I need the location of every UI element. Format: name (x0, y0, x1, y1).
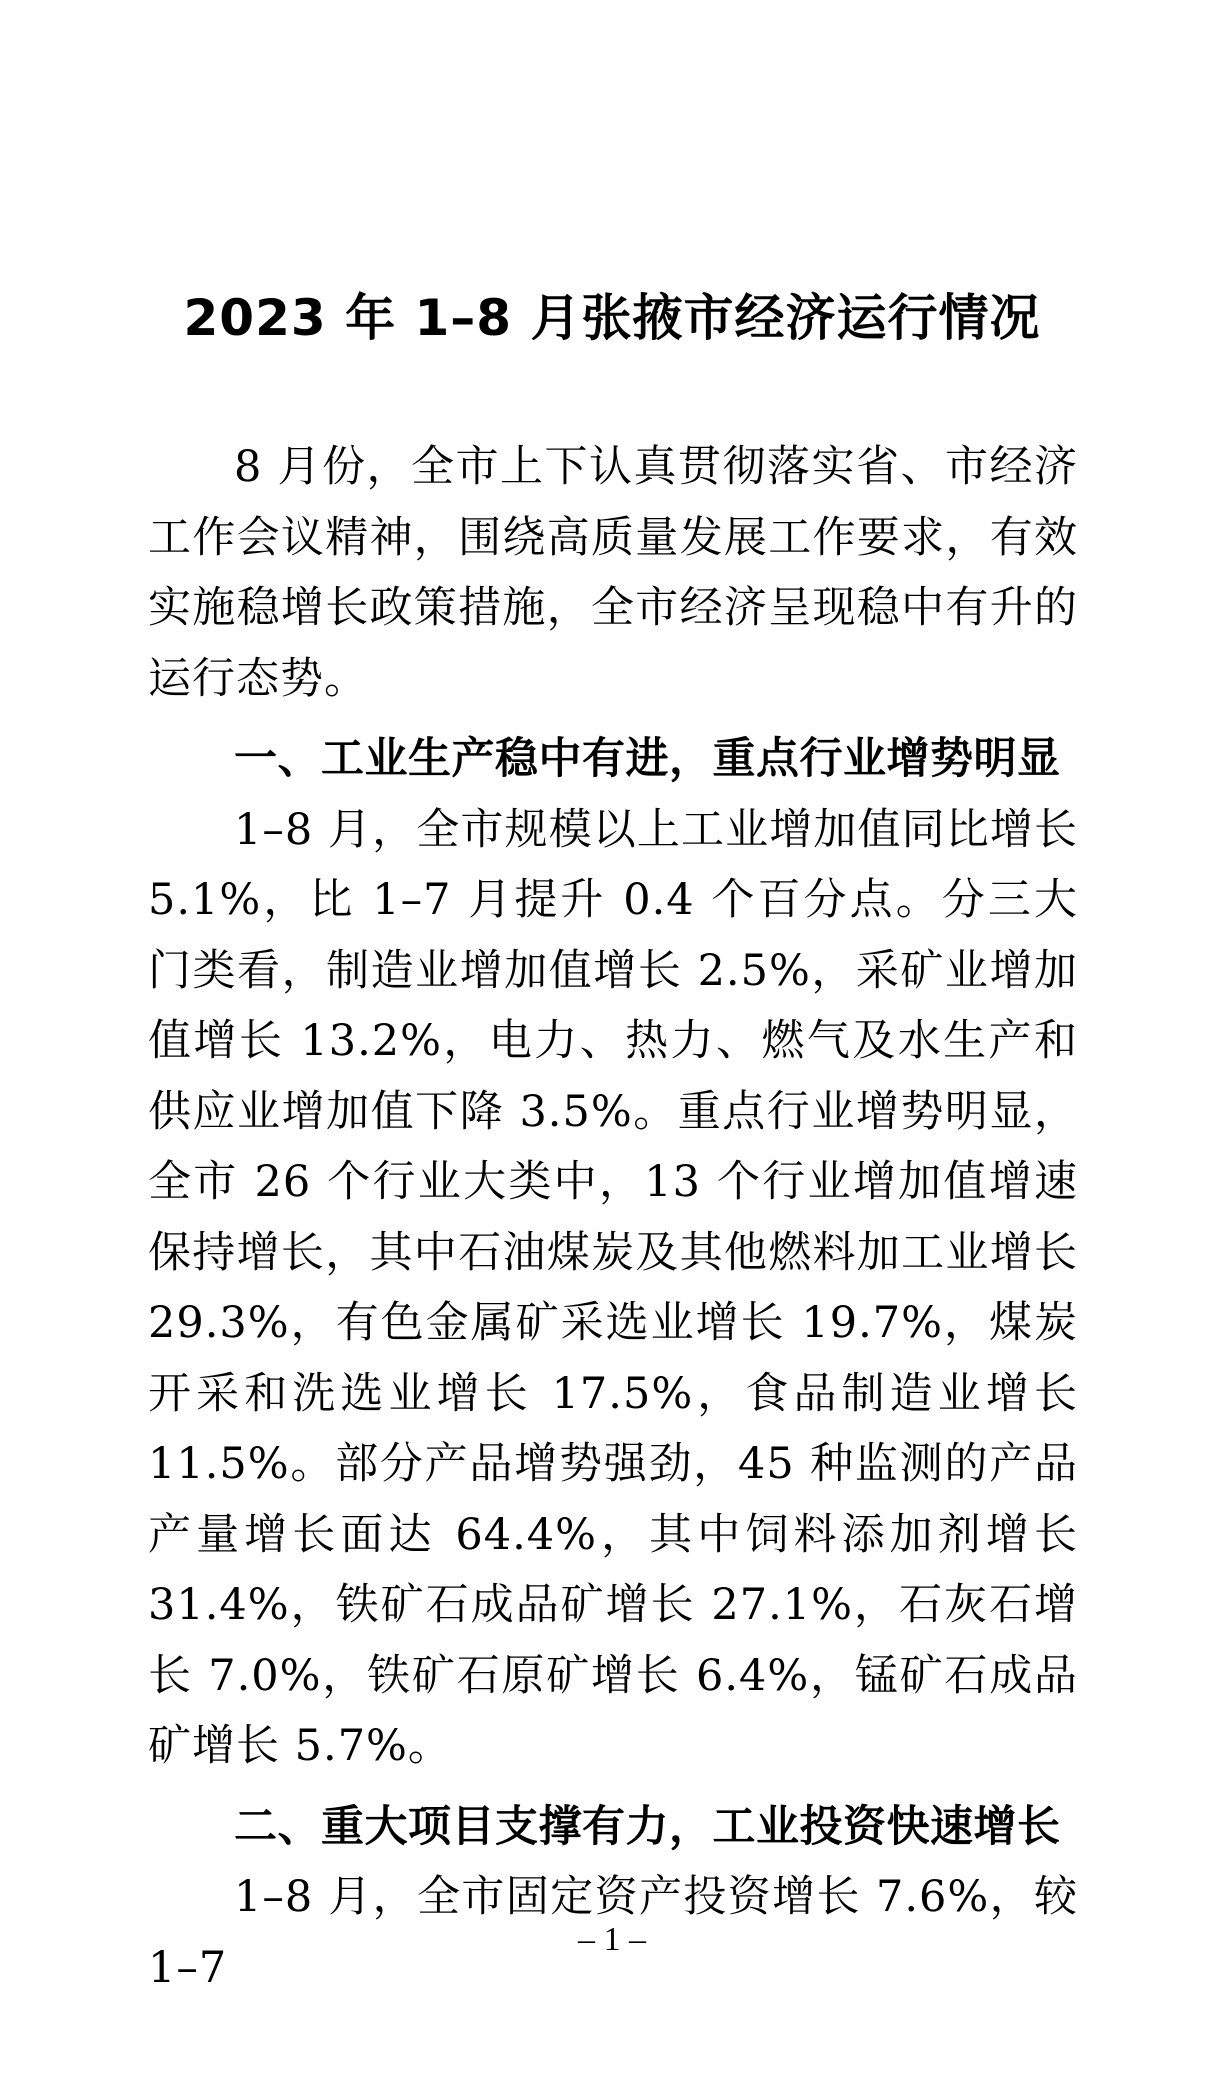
section-2-paragraph: 1–8 月，全市固定资产投资增长 7.6%，较 1–7 (148, 1872, 1078, 1993)
page-number: – 1 – (578, 1921, 646, 1958)
section-2-heading: 二、重大项目支撑有力，工业投资快速增长 (234, 1801, 1061, 1852)
section-1-paragraph: 1–8 月，全市规模以上工业增加值同比增长 5.1%，比 1–7 月提升 0.4 个百分点。分三大门类看，制造业增加值增长 2.5%，采矿业增加值增长 13.2%，电力、热力、燃气及水生产和供应业增加值下降 3.5%。重点行业增势明显，全市 26 个行业大类中，13 个行业增加值增速保持增长，其中石油煤炭及其他燃料加工业增长 29.3%，有色金属矿采选业增长 19.7%，煤炭开采和洗选业增长 17.5%，食品制造业增长 11.5%。部分产品增势强劲，45 种监测的产品产量增长面达 64.4%，其中饲料添加剂增长 31.4%，铁矿石成品矿增长 27.1%，石灰石增长 7.0%，铁矿石原矿增长 6.4%，锰矿石成品矿增长 5.7%。 (148, 804, 1078, 1771)
intro-paragraph: 8 月份，全市上下认真贯彻落实省、市经济工作会议精神，围绕高质量发展工作要求，有效实施稳增长政策措施，全市经济呈现稳中有升的运行态势。 (148, 442, 1078, 704)
document-title: 2023 年 1–8 月张掖市经济运行情况 (183, 289, 1041, 347)
section-1-heading: 一、工业生产稳中有进，重点行业增势明显 (234, 734, 1061, 784)
document-body (148, 432, 1078, 2003)
